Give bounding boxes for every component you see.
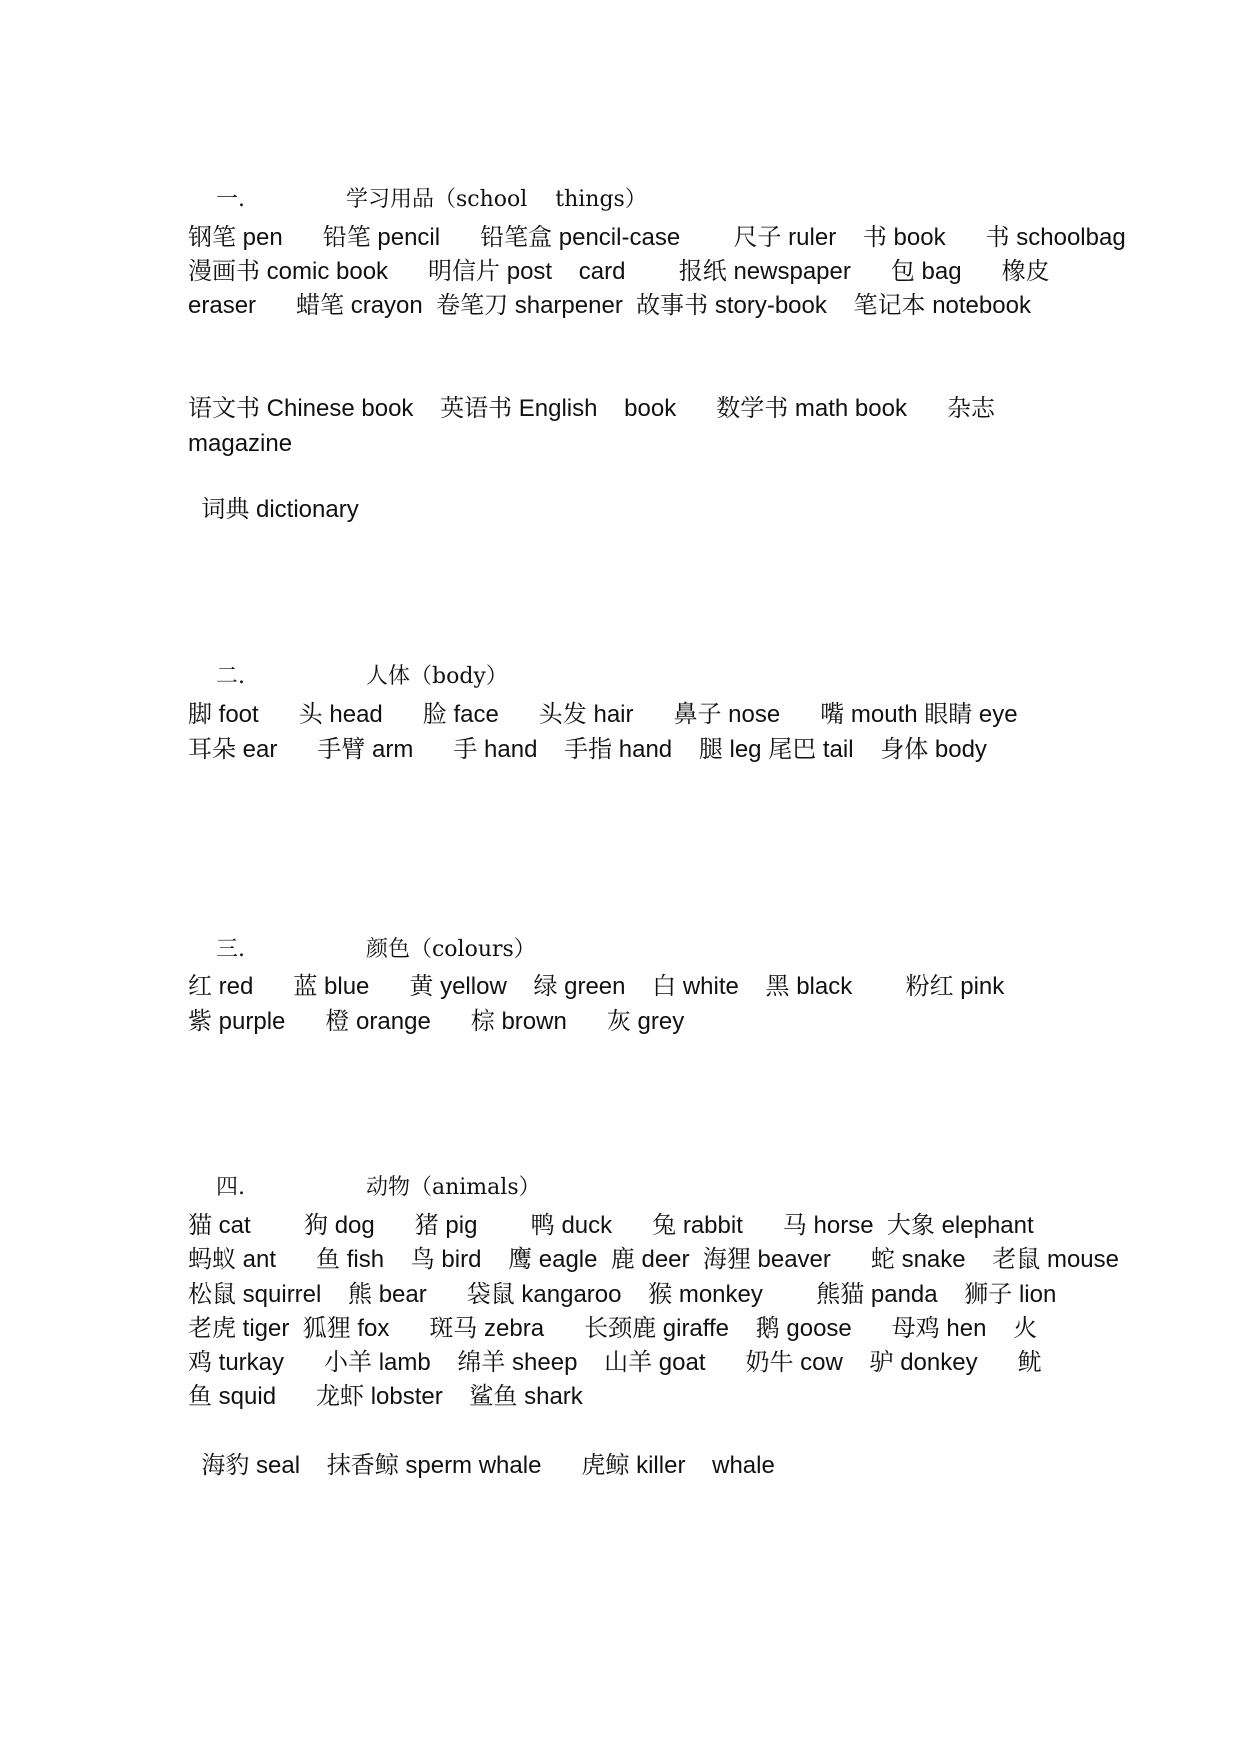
vocab-line: 猫 cat 狗 dog 猪 pig 鸭 duck 兔 rabbit 马 horse 大象 elephant [188, 1212, 1034, 1239]
vocab-line: 漫画书 comic book 明信片 post card 报纸 newspaper 包 bag 橡皮 [188, 258, 1050, 285]
section-title: 颜色（colours） [365, 937, 536, 962]
vocab-line: eraser 蜡笔 crayon 卷笔刀 sharpener 故事书 story-book 笔记本 notebook [188, 292, 1031, 319]
section-title: 人体（body） [365, 664, 508, 689]
vocab-line: 语文书 Chinese book 英语书 English book 数学书 math book 杂志 [188, 395, 995, 422]
section-number: 四. [215, 1175, 245, 1200]
vocab-line: 老虎 tiger 狐狸 fox 斑马 zebra 长颈鹿 giraffe 鹅 goose 母鸡 hen 火 [188, 1315, 1038, 1342]
vocab-line: 红 red 蓝 blue 黄 yellow 绿 green 白 white 黑 black 粉红 pink [188, 973, 1005, 1000]
vocab-line: 鸡 turkay 小羊 lamb 绵羊 sheep 山羊 goat 奶牛 cow 驴 donkey 鱿 [188, 1349, 1042, 1376]
section-title: 学习用品（school things） [345, 187, 647, 212]
vocab-line: 海豹 seal 抹香鲸 sperm whale 虎鲸 killer whale [188, 1452, 775, 1479]
vocab-line: 紫 purple 橙 orange 棕 brown 灰 grey [188, 1008, 685, 1035]
vocab-line: 脚 foot 头 head 脸 face 头发 hair 鼻子 nose 嘴 mouth 眼睛 eye [188, 701, 1018, 728]
vocab-line: 蚂蚁 ant 鱼 fish 鸟 bird 鹰 eagle 鹿 deer 海狸 beaver 蛇 snake 老鼠 mouse [188, 1246, 1119, 1273]
section-number: 三. [215, 937, 245, 962]
vocab-line: 鱼 squid 龙虾 lobster 鲨鱼 shark [188, 1383, 583, 1410]
vocab-line: 耳朵 ear 手臂 arm 手 hand 手指 hand 腿 leg 尾巴 tail 身体 body [188, 736, 987, 763]
vocab-line: 钢笔 pen 铅笔 pencil 铅笔盒 pencil-case 尺子 ruler 书 book 书 schoolbag [188, 224, 1126, 251]
vocab-line: 词典 dictionary [188, 496, 359, 523]
vocab-line: magazine [188, 430, 293, 457]
section-number: 二. [215, 664, 245, 689]
section-number: 一. [215, 187, 245, 212]
vocab-line: 松鼠 squirrel 熊 bear 袋鼠 kangaroo 猴 monkey 熊猫 panda 狮子 lion [188, 1281, 1057, 1308]
section-title: 动物（animals） [365, 1175, 541, 1200]
